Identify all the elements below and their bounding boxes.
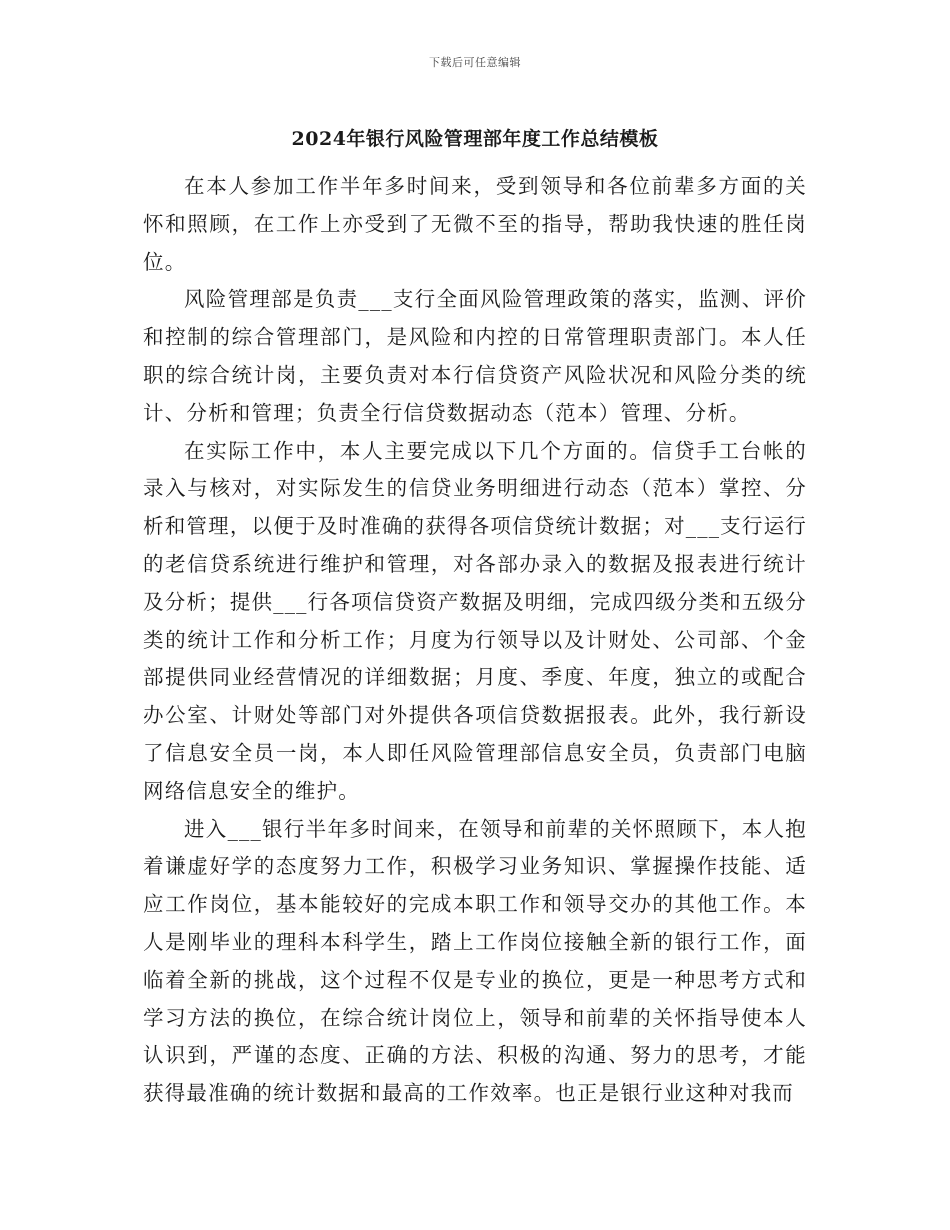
paragraph-experience: 进入___银行半年多时间来，在领导和前辈的关怀照顾下，本人抱着谦虚好学的态度努力工作，积极学习业务知识、掌握操作技能、适应工作岗位，基本能较好的完成本职工作和领导交办的其他工作。本人是刚毕业的理科本科学生，踏上工作岗位接触全新的银行工作，面临着全新的挑战，这个过程不仅是专业的换位，更是一种思考方式和学习方法的换位，在综合统计岗位上，领导和前辈的关怀指导使本人认识到，严谨的态度、正确的方法、积极的沟通、努力的思考，才能获得最准确的统计数据和最高的工作效率。也正是银行业这种对我而: [143, 816, 807, 1106]
paragraph-department-role: 风险管理部是负责___支行全面风险管理政策的落实，监测、评价和控制的综合管理部门，是风险和内控的日常管理职责部门。本人任职的综合统计岗，主要负责对本行信贷资产风险状况和风险分类的统计、分析和管理；负责全行信贷数据动态（范本）管理、分析。: [143, 287, 807, 425]
page-header-note: 下载后可任意编辑: [429, 56, 521, 69]
paragraph-work-content: 在实际工作中，本人主要完成以下几个方面的。信贷手工台帐的录入与核对，对实际发生的信贷业务明细进行动态（范本）掌控、分析和管理，以便于及时准确的获得各项信贷统计数据；对___支行运行的老信贷系统进行维护和管理，对各部办录入的数据及报表进行统计及分析；提供___行各项信贷资产数据及明细，完成四级分类和五级分类的统计工作和分析工作；月度为行领导以及计财处、公司部、个金部提供同业经营情况的详细数据；月度、季度、年度，独立的或配合办公室、计财处等部门对外提供各项信贷数据报表。此外，我行新设了信息安全员一岗，本人即任风险管理部信息安全员，负责部门电脑网络信息安全的维护。: [143, 438, 807, 803]
document-title: 2024年银行风险管理部年度工作总结模板: [291, 128, 659, 150]
paragraph-intro: 在本人参加工作半年多时间来，受到领导和各位前辈多方面的关怀和照顾，在工作上亦受到了无微不至的指导，帮助我快速的胜任岗位。: [143, 174, 807, 274]
document-body: [143, 168, 807, 1113]
